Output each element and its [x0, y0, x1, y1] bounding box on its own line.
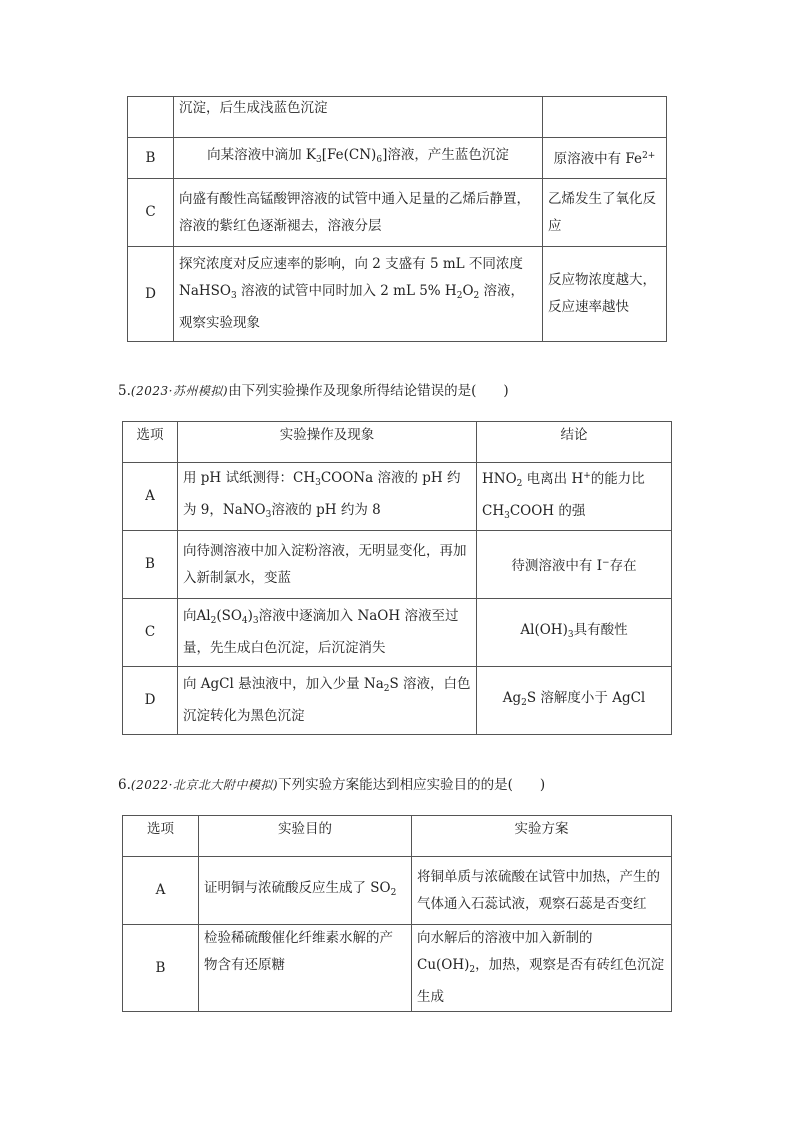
question-6-stem	[118, 775, 545, 795]
table-row	[128, 138, 667, 179]
table-row	[128, 179, 667, 247]
table-header-row	[123, 816, 672, 857]
operation-cell: 沉淀，后生成浅蓝色沉淀	[174, 97, 543, 138]
header-operation: 实验操作及现象	[178, 422, 477, 463]
table-row	[128, 97, 667, 138]
operation-cell: 用 pH 试纸测得：$CH_3COONa$ 溶液的 pH 约为 9，NaNO$_3$溶液的 pH 约为 8	[178, 463, 477, 531]
table-row	[123, 667, 672, 735]
conclusion-cell: $HNO_2$ 电离出 H+的能力比 $CH_3COOH$ 的强	[477, 463, 672, 531]
table-header-row	[123, 422, 672, 463]
table-row	[123, 857, 672, 925]
option-cell: B	[123, 531, 178, 599]
plan-cell: 向水解后的溶液中加入新制的 $Cu(OH)_2$，加热，观察是否有砖红色沉淀生成	[412, 925, 672, 1012]
option-cell: B	[123, 925, 199, 1012]
question-5-table	[122, 421, 672, 735]
question-source: (2023·苏州模拟)	[130, 384, 229, 398]
question-text: 由下列实验操作及现象所得结论错误的是( )	[228, 383, 509, 399]
conclusion-cell: $Ag_2S$ 溶解度小于 AgCl	[477, 667, 672, 735]
option-cell: A	[123, 857, 199, 925]
operation-cell: 向某溶液中滴加 $K_3[Fe(CN)_6]$溶液，产生蓝色沉淀	[174, 138, 543, 179]
conclusion-cell: 待测溶液中有 I−存在	[477, 531, 672, 599]
option-cell: C	[128, 179, 174, 247]
question-text: 下列实验方案能达到相应实验目的的是( )	[278, 777, 546, 793]
conclusion-cell	[543, 97, 667, 138]
conclusion-cell: $Al(OH)_3$具有酸性	[477, 599, 672, 667]
conclusion-cell: 原溶液中有 $Fe^{2+}$	[543, 138, 667, 179]
option-cell	[128, 97, 174, 138]
table-row	[123, 925, 672, 1012]
conclusion-cell: 反应物浓度越大，反应速率越快	[543, 247, 667, 342]
table-row	[123, 463, 672, 531]
option-cell: C	[123, 599, 178, 667]
conclusion-cell: 乙烯发生了氧化反应	[543, 179, 667, 247]
purpose-cell: 检验稀硫酸催化纤维素水解的产物含有还原糖	[199, 925, 412, 1012]
option-cell: B	[128, 138, 174, 179]
header-option: 选项	[123, 422, 178, 463]
operation-cell: 向盛有酸性高锰酸钾溶液的试管中通入足量的乙烯后静置，溶液的紫红色逐渐褪去，溶液分层	[174, 179, 543, 247]
table-continued	[127, 96, 667, 342]
table-row	[123, 531, 672, 599]
option-cell: D	[123, 667, 178, 735]
header-plan: 实验方案	[412, 816, 672, 857]
question-6-table	[122, 815, 672, 1012]
plan-cell: 将铜单质与浓硫酸在试管中加热，产生的气体通入石蕊试液，观察石蕊是否变红	[412, 857, 672, 925]
header-option: 选项	[123, 816, 199, 857]
question-5-stem	[118, 381, 509, 401]
option-cell: A	[123, 463, 178, 531]
purpose-cell: 证明铜与浓硫酸反应生成了 $SO_2$	[199, 857, 412, 925]
header-conclusion: 结论	[477, 422, 672, 463]
operation-cell: 探究浓度对反应速率的影响，向 2 支盛有 5 mL 不同浓度 NaHSO$_3$ 溶液的试管中同时加入 2 mL 5% $H_2O_2$ 溶液，观察实验现象	[174, 247, 543, 342]
question-number: 5.	[118, 383, 131, 399]
header-purpose: 实验目的	[199, 816, 412, 857]
option-cell: D	[128, 247, 174, 342]
operation-cell: 向 AgCl 悬浊液中，加入少量 $Na_2S$ 溶液，白色沉淀转化为黑色沉淀	[178, 667, 477, 735]
operation-cell: 向待测溶液中加入淀粉溶液，无明显变化，再加入新制氯水，变蓝	[178, 531, 477, 599]
question-number: 6.	[118, 777, 131, 793]
question-source: (2022·北京北大附中模拟)	[130, 778, 279, 792]
table-row	[128, 247, 667, 342]
table-row	[123, 599, 672, 667]
operation-cell: 向$Al_2(SO_4)_3$溶液中逐滴加入 NaOH 溶液至过量，先生成白色沉淀，后沉淀消失	[178, 599, 477, 667]
